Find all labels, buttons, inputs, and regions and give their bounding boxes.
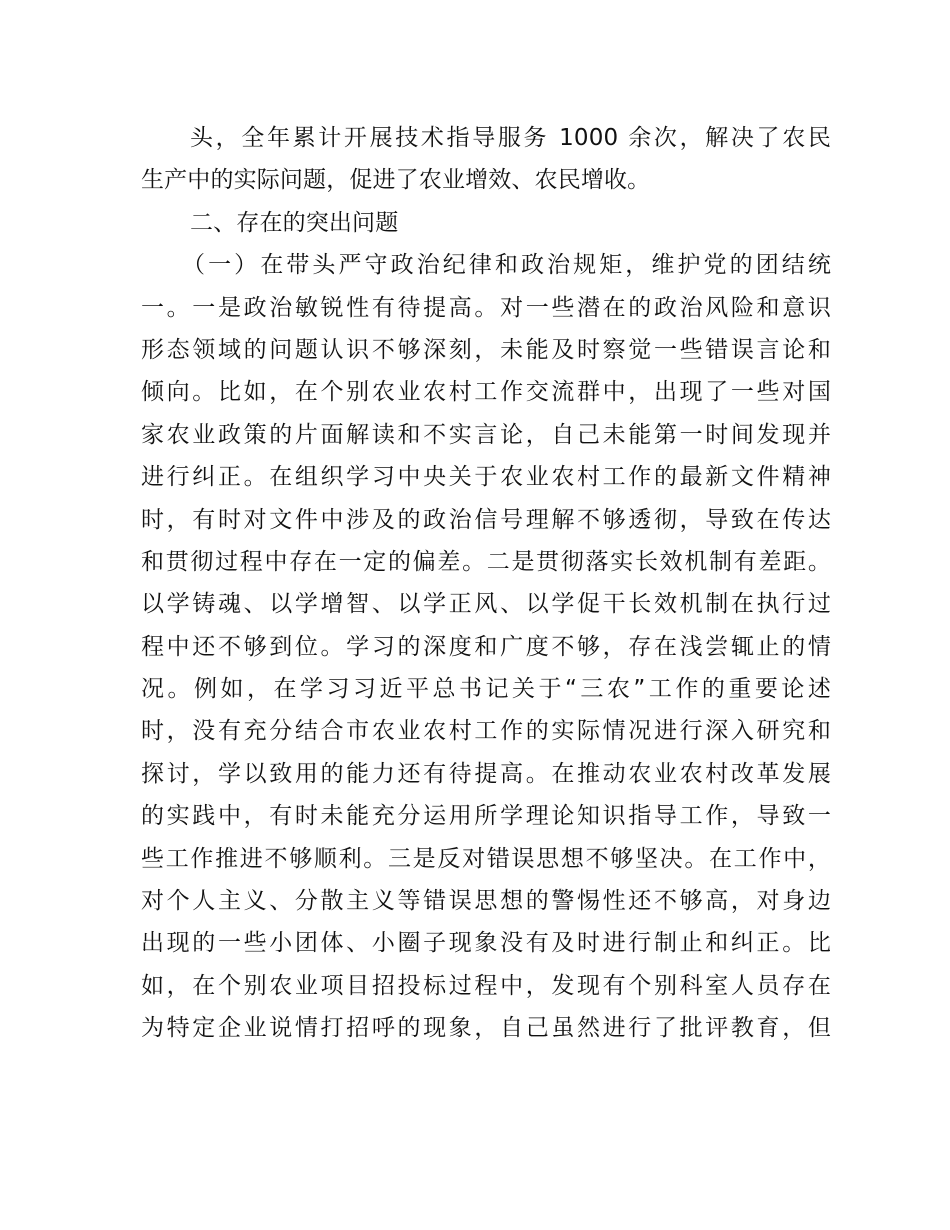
text-line: 况。例如，在学习习近平总书记关于“三农”工作的重要论述 [141, 676, 831, 703]
text-line: 如，在个别农业项目招投标过程中，发现有个别科室人员存在 [141, 972, 831, 999]
text-line: 时，没有充分结合市农业农村工作的实际情况进行深入研究和 [141, 718, 831, 745]
paragraph-continuation [141, 117, 831, 202]
text-line: （一）在带头严守政治纪律和政治规矩，维护党的团结统 [182, 252, 831, 279]
document-body [141, 117, 831, 1050]
text-line: 以学铸魂、以学增智、以学正风、以学促干长效机制在执行过 [141, 591, 831, 618]
text-line: 和贯彻过程中存在一定的偏差。二是贯彻落实长效机制有差距。 [141, 548, 831, 575]
text-line: 些工作推进不够顺利。三是反对错误思想不够坚决。在工作中， [141, 845, 831, 872]
paragraph-political-discipline [141, 244, 831, 1049]
text-line: 形态领域的问题认识不够深刻，未能及时察觉一些错误言论和 [141, 336, 831, 363]
text-line: 一。一是政治敏锐性有待提高。对一些潜在的政治风险和意识 [141, 294, 831, 321]
text-line: 对个人主义、分散主义等错误思想的警惕性还不够高，对身边 [141, 888, 831, 915]
text-line: 时，有时对文件中涉及的政治信号理解不够透彻，导致在传达 [141, 506, 831, 533]
text-line: 生产中的实际问题，促进了农业增效、农民增收。 [141, 167, 651, 194]
section-heading: 二、存在的突出问题 [190, 209, 399, 236]
text-line: 的实践中，有时未能充分运用所学理论知识指导工作，导致一 [141, 803, 831, 830]
text-line: 进行纠正。在组织学习中央关于农业农村工作的最新文件精神 [141, 464, 831, 491]
text-line: 头，全年累计开展技术指导服务 1000 余次，解决了农民 [190, 125, 831, 151]
text-line: 为特定企业说情打招呼的现象，自己虽然进行了批评教育，但 [141, 1015, 831, 1042]
text-line: 倾向。比如，在个别农业农村工作交流群中，出现了一些对国 [141, 379, 831, 406]
text-line: 探讨，学以致用的能力还有待提高。在推动农业农村改革发展 [141, 760, 831, 787]
text-line: 家农业政策的片面解读和不实言论，自己未能第一时间发现并 [141, 421, 831, 448]
text-line: 程中还不够到位。学习的深度和广度不够，存在浅尝辄止的情 [141, 633, 831, 660]
text-line: 出现的一些小团体、小圈子现象没有及时进行制止和纠正。比 [141, 930, 831, 957]
